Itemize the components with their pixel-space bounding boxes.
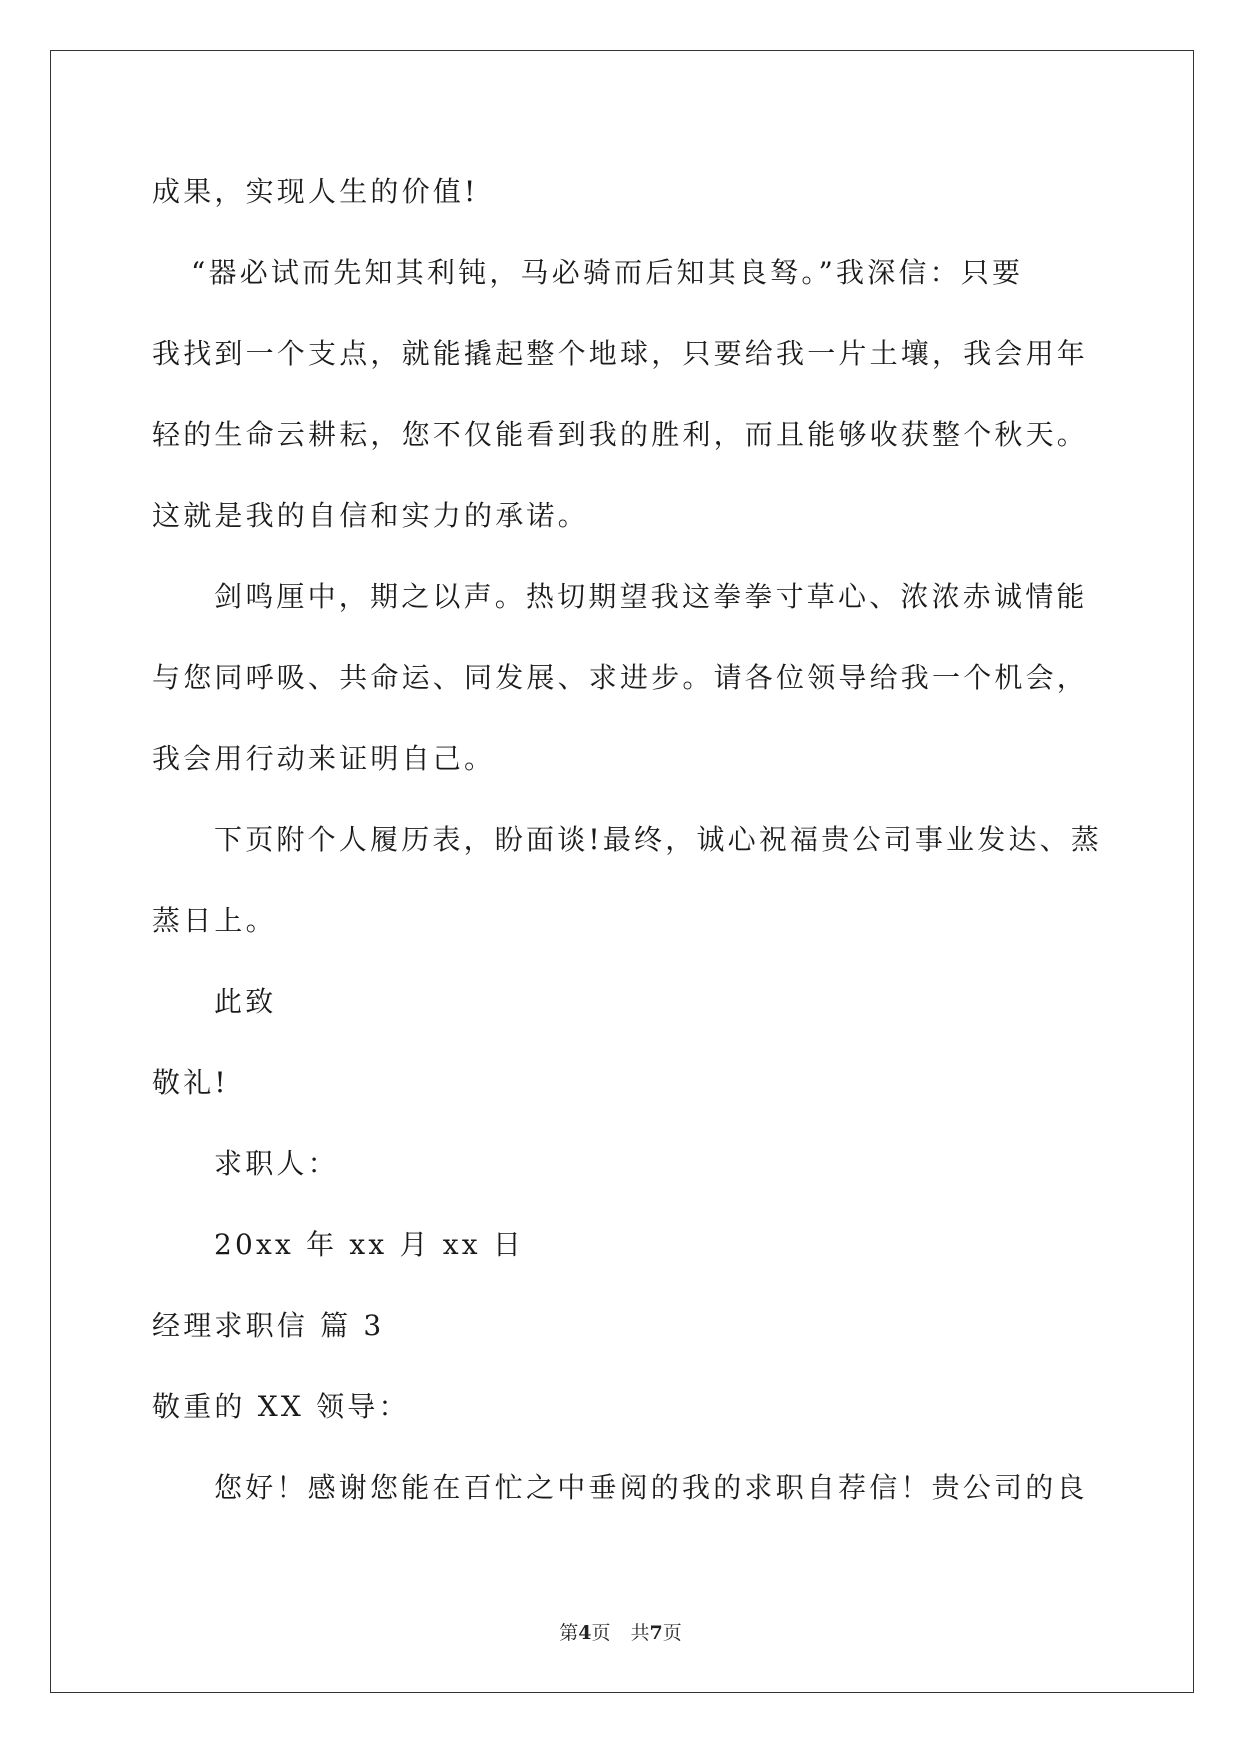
page-footer <box>0 1618 1241 1645</box>
text-line: 您好！感谢您能在百忙之中垂阅的我的求职自荐信！贵公司的良 <box>214 1471 1088 1504</box>
text-line: 轻的生命云耕耘，您不仅能看到我的胜利，而且能够收获整个秋天。 <box>152 418 1089 451</box>
text-line: 剑鸣厘中，期之以声。热切期望我这拳拳寸草心、浓浓赤诚情能 <box>214 580 1088 613</box>
page-border <box>50 50 1194 1693</box>
text-line: 与您同呼吸、共命运、同发展、求进步。请各位领导给我一个机会， <box>152 661 1089 694</box>
closing-regards: 敬礼! <box>152 1066 229 1099</box>
text-line: 下页附个人履历表，盼面谈!最终，诚心祝福贵公司事业发达、蒸 <box>214 823 1103 856</box>
footer-total-suffix: 页 <box>662 1622 682 1644</box>
letter-date: 20xx 年 xx 月 xx 日 <box>214 1228 525 1261</box>
section-title: 经理求职信 篇 3 <box>152 1309 385 1342</box>
text-line: 我找到一个支点，就能撬起整个地球，只要给我一片土壤，我会用年 <box>152 337 1089 370</box>
text-line: 我会用行动来证明自己。 <box>152 742 496 775</box>
footer-page-suffix: 页 <box>591 1622 611 1644</box>
text-line: “器必试而先知其利钝，马必骑而后知其良驽。”我深信：只要 <box>191 256 1024 289</box>
text-line: 蒸日上。 <box>152 904 277 937</box>
footer-total-prefix: 共 <box>630 1622 650 1644</box>
footer-prefix: 第 <box>559 1622 579 1644</box>
total-pages-number: 7 <box>649 1622 663 1644</box>
current-page-number: 4 <box>578 1622 592 1644</box>
text-line: 成果，实现人生的价值! <box>152 175 479 208</box>
text-line: 这就是我的自信和实力的承诺。 <box>152 499 589 532</box>
signature-label: 求职人： <box>214 1147 339 1180</box>
closing-salutation: 此致 <box>214 985 277 1018</box>
letter-greeting: 敬重的 XX 领导： <box>152 1390 410 1423</box>
